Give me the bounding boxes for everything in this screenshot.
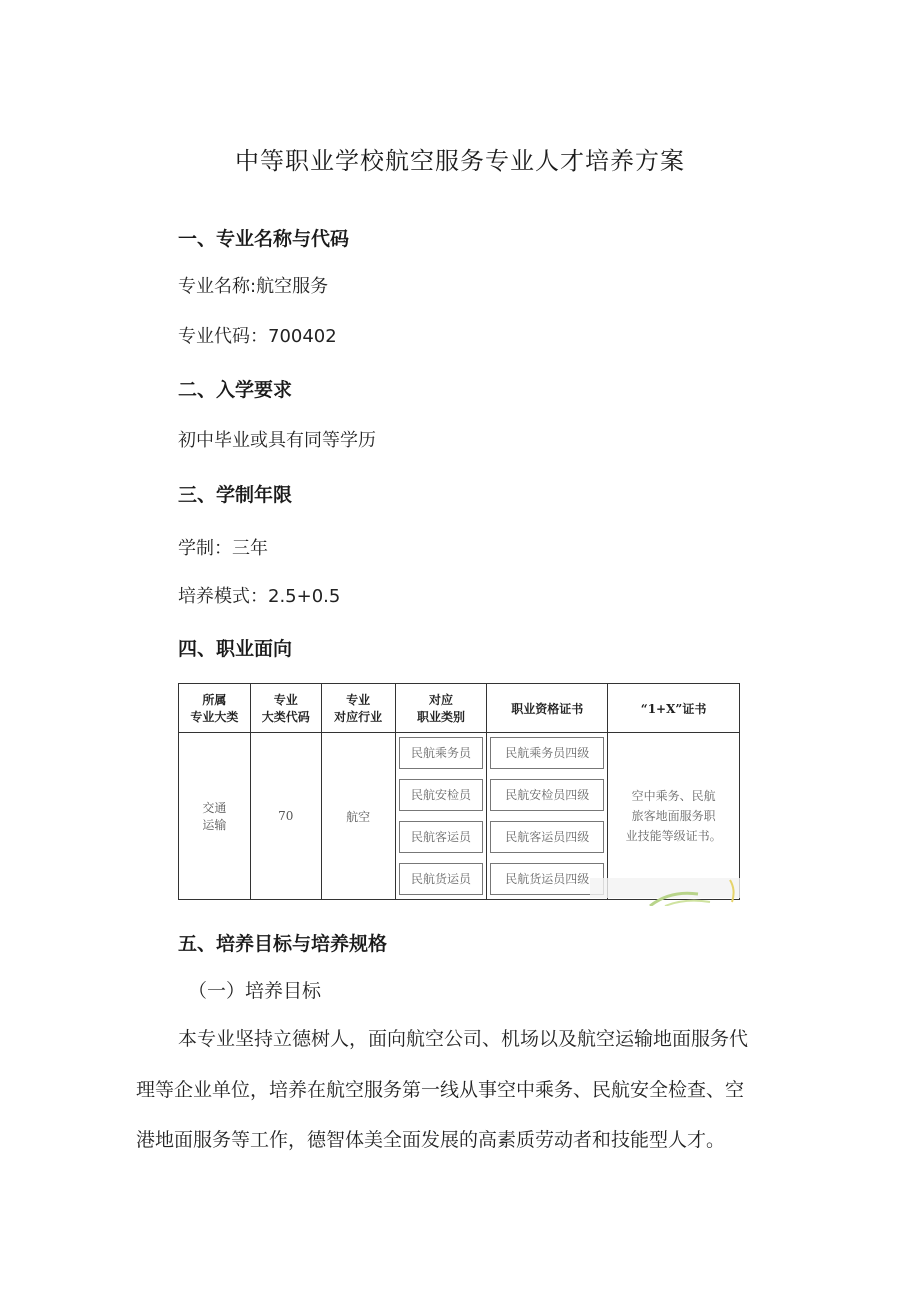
section-2-heading: 二、入学要求 bbox=[178, 379, 293, 401]
certificate-item: 民航乘务员四级 bbox=[490, 737, 604, 769]
header-qualification: 职业资格证书 bbox=[487, 684, 608, 733]
occupation-item: 民航客运员 bbox=[399, 821, 484, 853]
header-category-code: 专业 大类代码 bbox=[250, 684, 321, 733]
cell-category: 交通 运输 bbox=[179, 733, 251, 900]
career-table bbox=[178, 683, 740, 900]
paragraph-line: 本专业坚持立德树人，面向航空公司、机场以及航空运输地面服务代 bbox=[178, 1028, 749, 1050]
header-1x-cert: “1+X”证书 bbox=[608, 684, 740, 733]
admission-requirement: 初中毕业或具有同等学历 bbox=[178, 430, 376, 451]
section-1-heading: 一、专业名称与代码 bbox=[178, 228, 350, 250]
section-4-heading: 四、职业面向 bbox=[178, 638, 293, 660]
paragraph-line: 理等企业单位，培养在航空服务第一线从事空中乘务、民航安全检查、空 bbox=[136, 1079, 745, 1101]
certificate-item: 民航安检员四级 bbox=[490, 779, 604, 811]
study-duration: 学制：三年 bbox=[178, 538, 268, 559]
section-5-heading: 五、培养目标与培养规格 bbox=[178, 933, 388, 955]
table-header-row bbox=[179, 684, 740, 733]
subsection-heading: （一）培养目标 bbox=[188, 980, 322, 1002]
leaf-decoration-icon bbox=[590, 872, 740, 906]
major-name: 专业名称:航空服务 bbox=[178, 276, 329, 297]
section-3-heading: 三、学制年限 bbox=[178, 484, 293, 506]
header-occupation: 对应 职业类别 bbox=[395, 684, 487, 733]
cell-code: 70 bbox=[250, 733, 321, 900]
paragraph-line: 港地面服务等工作，德智体美全面发展的高素质劳动者和技能型人才。 bbox=[136, 1129, 726, 1151]
occupation-item: 民航货运员 bbox=[399, 863, 484, 895]
document-title: 中等职业学校航空服务专业人才培养方案 bbox=[235, 147, 685, 175]
training-mode: 培养模式：2.5+0.5 bbox=[178, 586, 341, 607]
certificate-item: 民航客运员四级 bbox=[490, 821, 604, 853]
cell-1x-cert: 空中乘务、民航 旅客地面服务职 业技能等级证书。 bbox=[608, 733, 740, 900]
major-code: 专业代码：700402 bbox=[178, 326, 337, 347]
cell-occupations bbox=[395, 733, 487, 900]
certificate-item: 民航货运员四级 bbox=[490, 863, 604, 895]
occupation-item: 民航乘务员 bbox=[399, 737, 484, 769]
header-category: 所属 专业大类 bbox=[179, 684, 251, 733]
header-industry: 专业 对应行业 bbox=[321, 684, 395, 733]
cell-industry: 航空 bbox=[321, 733, 395, 900]
occupation-item: 民航安检员 bbox=[399, 779, 484, 811]
